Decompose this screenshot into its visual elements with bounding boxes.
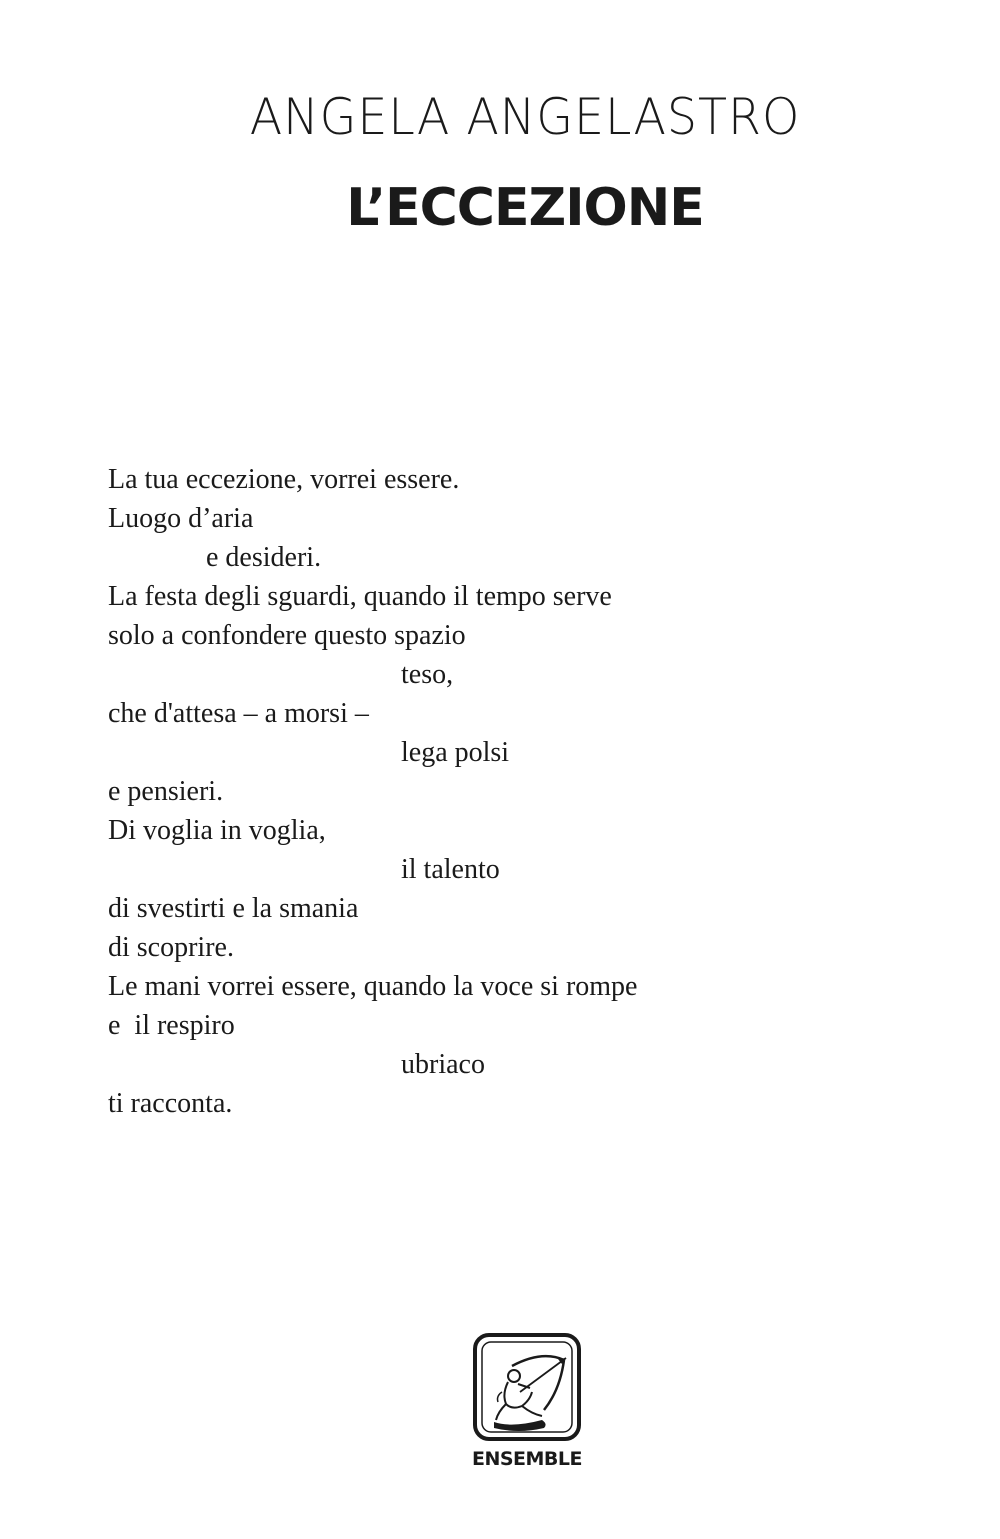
poem-line: di scoprire. xyxy=(108,932,234,963)
poem-line: e desideri. xyxy=(206,542,322,573)
poem-line: La festa degli sguardi, quando il tempo serve xyxy=(108,581,612,612)
poem-line: Di voglia in voglia, xyxy=(108,815,326,846)
poem-line: Luogo d’aria xyxy=(108,503,254,534)
poem-line: che d'attesa – a morsi – xyxy=(108,698,369,729)
archer-logo-icon xyxy=(472,1332,582,1442)
poem-line: il talento xyxy=(401,854,500,885)
poem-line: La tua eccezione, vorrei essere. xyxy=(108,464,460,495)
publisher-name: ENSEMBLE xyxy=(471,1448,583,1470)
poem-line: solo a confondere questo spazio xyxy=(108,620,466,651)
poem-line: Le mani vorrei essere, quando la voce si rompe xyxy=(108,971,638,1002)
poem-line: e il respiro xyxy=(108,1010,235,1041)
poem-line: di svestirti e la smania xyxy=(108,893,359,924)
book-title: L’ECCEZIONE xyxy=(346,178,704,238)
poem-line: ubriaco xyxy=(401,1049,485,1080)
poem-line: e pensieri. xyxy=(108,776,224,807)
poem-line: teso, xyxy=(401,659,454,690)
poem-line: ti racconta. xyxy=(108,1088,233,1119)
poem xyxy=(108,460,637,1123)
poem-line: lega polsi xyxy=(401,737,510,768)
author-name: ANGELA ANGELASTRO xyxy=(249,88,801,146)
